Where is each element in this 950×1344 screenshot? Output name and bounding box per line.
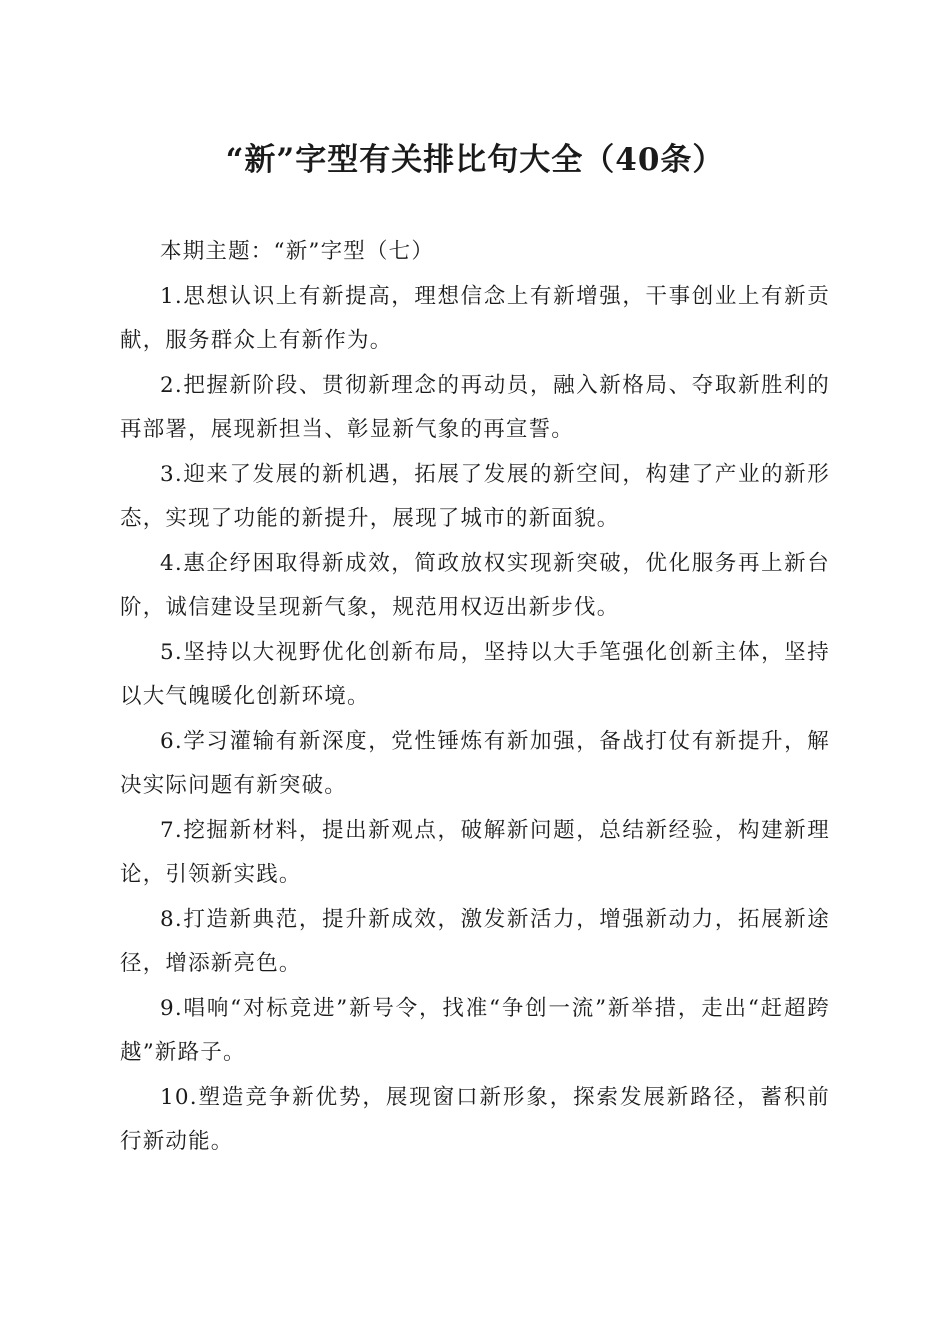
- list-item-4: 4.惠企纾困取得新成效，简政放权实现新突破，优化服务再上新台阶，诚信建设呈现新气象，规范用权迈出新步伐。: [120, 550, 830, 620]
- list-item-10: 10.塑造竞争新优势，展现窗口新形象，探索发展新路径，蓄积前行新动能。: [120, 1084, 830, 1154]
- list-item-2: 2.把握新阶段、贯彻新理念的再动员，融入新格局、夺取新胜利的再部署，展现新担当、彰显新气象的再宣誓。: [120, 372, 830, 442]
- document-title: “新”字型有关排比句大全（40条）: [225, 142, 725, 178]
- list-item-5: 5.坚持以大视野优化创新布局，坚持以大手笔强化创新主体，坚持以大气魄暖化创新环境。: [120, 639, 830, 709]
- list-item-7: 7.挖掘新材料，提出新观点，破解新问题，总结新经验，构建新理论，引领新实践。: [120, 817, 830, 887]
- list-item-8: 8.打造新典范，提升新成效，激发新活力，增强新动力，拓展新途径，增添新亮色。: [120, 906, 830, 976]
- list-item-6: 6.学习灌输有新深度，党性锤炼有新加强，备战打仗有新提升，解决实际问题有新突破。: [120, 728, 830, 798]
- intro-line: 本期主题：“新”字型（七）: [160, 239, 435, 264]
- document-body: [120, 230, 830, 1165]
- list-item-1: 1.思想认识上有新提高，理想信念上有新增强，干事创业上有新贡献，服务群众上有新作为。: [120, 283, 830, 353]
- list-item-3: 3.迎来了发展的新机遇，拓展了发展的新空间，构建了产业的新形态，实现了功能的新提升，展现了城市的新面貌。: [120, 461, 830, 531]
- list-item-9: 9.唱响“对标竞进”新号令，找准“争创一流”新举措，走出“赶超跨越”新路子。: [120, 995, 830, 1065]
